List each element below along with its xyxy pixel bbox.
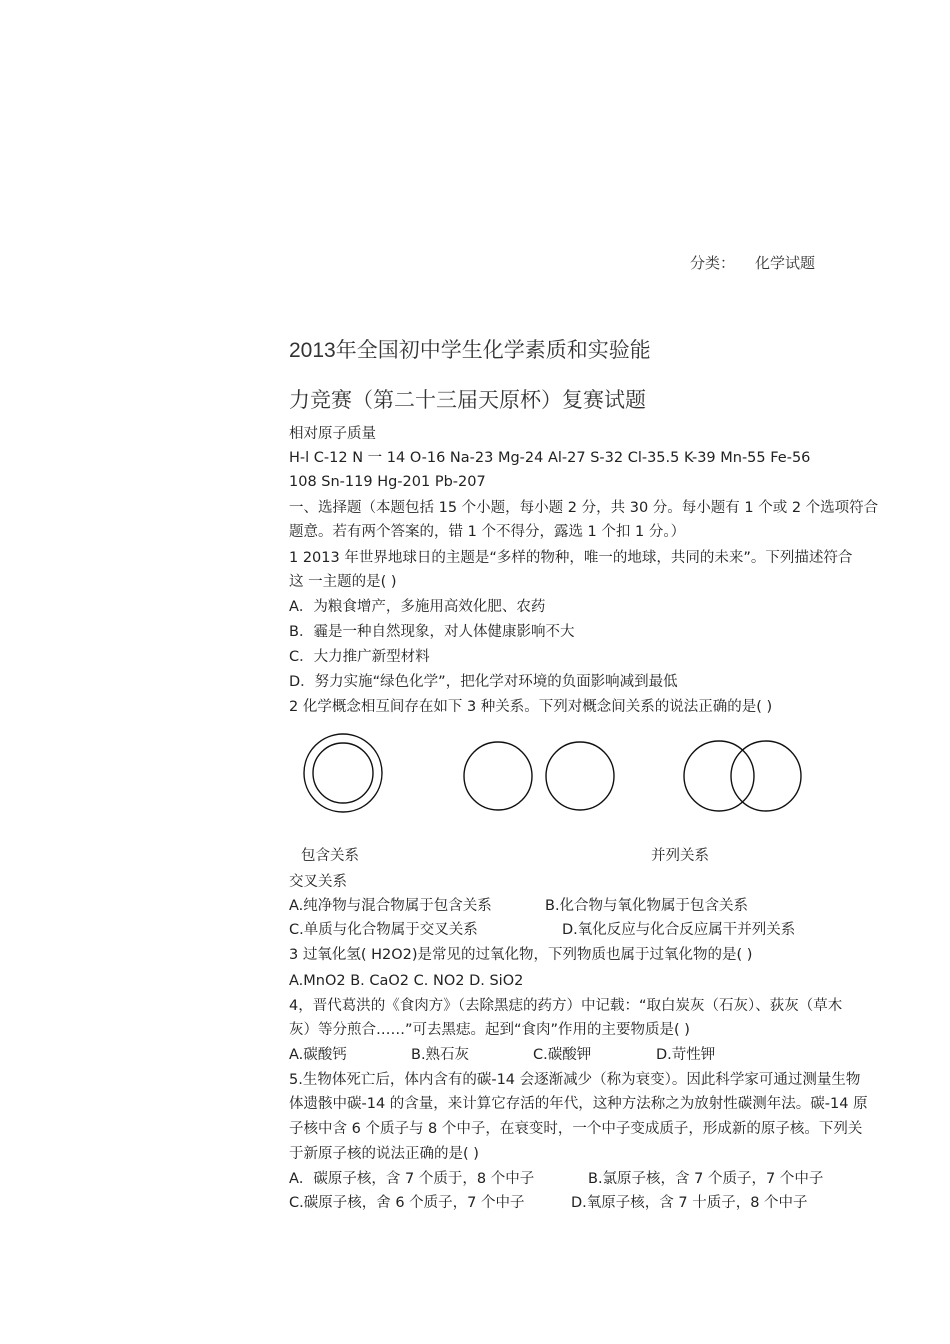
q2-option-a: A.纯净物与混合物属于包含关系: [289, 898, 492, 914]
q2-option-b: B.化合物与氧化物属于包含关系: [545, 898, 749, 914]
q5-option-c: C.碳原子核，舍 6 个质子，7 个中子: [289, 1195, 525, 1211]
atomic-mass-line-2: 108 Sn-119 Hg-201 Pb-207: [289, 474, 486, 490]
section-intro-line-2: 题意。若有两个答案的，错 1 个不得分，露选 1 个扣 1 分。）: [289, 524, 686, 540]
section-intro-line-1: 一、选择题（本题包括 15 个小题，每小题 2 分，共 30 分。每小题有 1 个或 2 个选项符合: [289, 500, 879, 516]
q5-option-b: B.氯原子核，含 7 个质子，7 个中子: [588, 1171, 824, 1187]
cross-relation-diagram: [684, 741, 801, 811]
parallel-relation-diagram: [464, 742, 614, 810]
q1-option-b: B．霾是一种自然现象，对人体健康影响不大: [289, 624, 575, 640]
atomic-mass-heading: 相对原子质量: [289, 426, 376, 442]
q2-label-parallel: 并列关系: [651, 848, 709, 864]
category-value: 化学试题: [755, 254, 816, 272]
category-key: 分类：: [690, 254, 736, 272]
page-title-line-2: 力竞赛（第二十三届天原杯）复赛试题: [289, 389, 646, 412]
q2-label-contain: 包含关系: [301, 848, 359, 864]
q1-stem-line-2: 这 一主题的是( ): [289, 574, 397, 590]
q5-stem-line-1: 5.生物体死亡后，体内含有的碳-14 会逐渐减少（称为衰变）。因此科学家可通过测量生物: [289, 1072, 861, 1088]
outer-circle: [304, 734, 382, 812]
page-title-line-1: 2013年全国初中学生化学素质和实验能: [289, 339, 651, 362]
inner-circle: [313, 743, 373, 803]
atomic-mass-line-1: H-l C-12 N 一 14 O-16 Na-23 Mg-24 Al-27 S-32 Cl-35.5 K-39 Mn-55 Fe-56: [289, 450, 811, 466]
q3-stem: 3 过氧化氢( H2O2)是常见的过氧化物，下列物质也属于过氧化物的是( ): [289, 947, 753, 963]
q2-option-c: C.单质与化合物属于交叉关系: [289, 922, 478, 938]
q4-stem-line-1: 4，晋代葛洪的《食肉方》（去除黑痣的药方）中记载：“取白炭灰（石灰）、荻灰（草木: [289, 998, 843, 1014]
q5-stem-line-3: 子核中含 6 个质子与 8 个中子，在衰变时，一个中子变成质子，形成新的原子核。下列关: [289, 1121, 863, 1137]
q3-options: A.MnO2 B. CaO2 C. NO2 D. SiO2: [289, 973, 524, 989]
q4-option-a: A.碳酸钙: [289, 1047, 347, 1063]
category-label: [690, 252, 815, 273]
q2-option-d: D.氧化反应与化合反应属干并列关系: [562, 922, 796, 938]
q1-stem-line-1: 1 2013 年世界地球日的主题是“多样的物种，唯一的地球，共同的未来”。下列描述符合: [289, 550, 853, 566]
q1-option-a: A．为粮食增产，多施用高效化肥、农药: [289, 599, 546, 615]
q1-option-c: C．大力推广新型材料: [289, 649, 430, 665]
q5-option-d: D.氧原子核，含 7 十质子，8 个中子: [571, 1195, 808, 1211]
q4-option-c: C.碳酸钾: [533, 1047, 592, 1063]
q4-option-d: D.苛性钾: [656, 1047, 716, 1063]
q5-stem-line-4: 于新原子核的说法正确的是( ): [289, 1146, 479, 1162]
left-circle: [684, 741, 754, 811]
right-circle: [546, 742, 614, 810]
q2-stem: 2 化学概念相互间存在如下 3 种关系。下列对概念间关系的说法正确的是( ): [289, 699, 773, 715]
q5-stem-line-2: 体遗骸中碳-14 的含量，来计算它存活的年代，这种方法称之为放射性碳测年法。碳-14 原: [289, 1096, 868, 1112]
q1-option-d: D．努力实施“绿色化学”，把化学对环境的负面影响减到最低: [289, 674, 678, 690]
right-circle: [731, 741, 801, 811]
contain-relation-diagram: [304, 734, 382, 812]
left-circle: [464, 742, 532, 810]
relation-diagrams: [289, 728, 816, 828]
q2-label-cross: 交叉关系: [289, 874, 347, 890]
q5-option-a: A．碳原子核，含 7 个质于，8 个中子: [289, 1171, 535, 1187]
q4-stem-line-2: 灰）等分煎合……”可去黑痣。起到“食肉”作用的主要物质是( ): [289, 1022, 690, 1038]
q4-option-b: B.熟石灰: [411, 1047, 470, 1063]
